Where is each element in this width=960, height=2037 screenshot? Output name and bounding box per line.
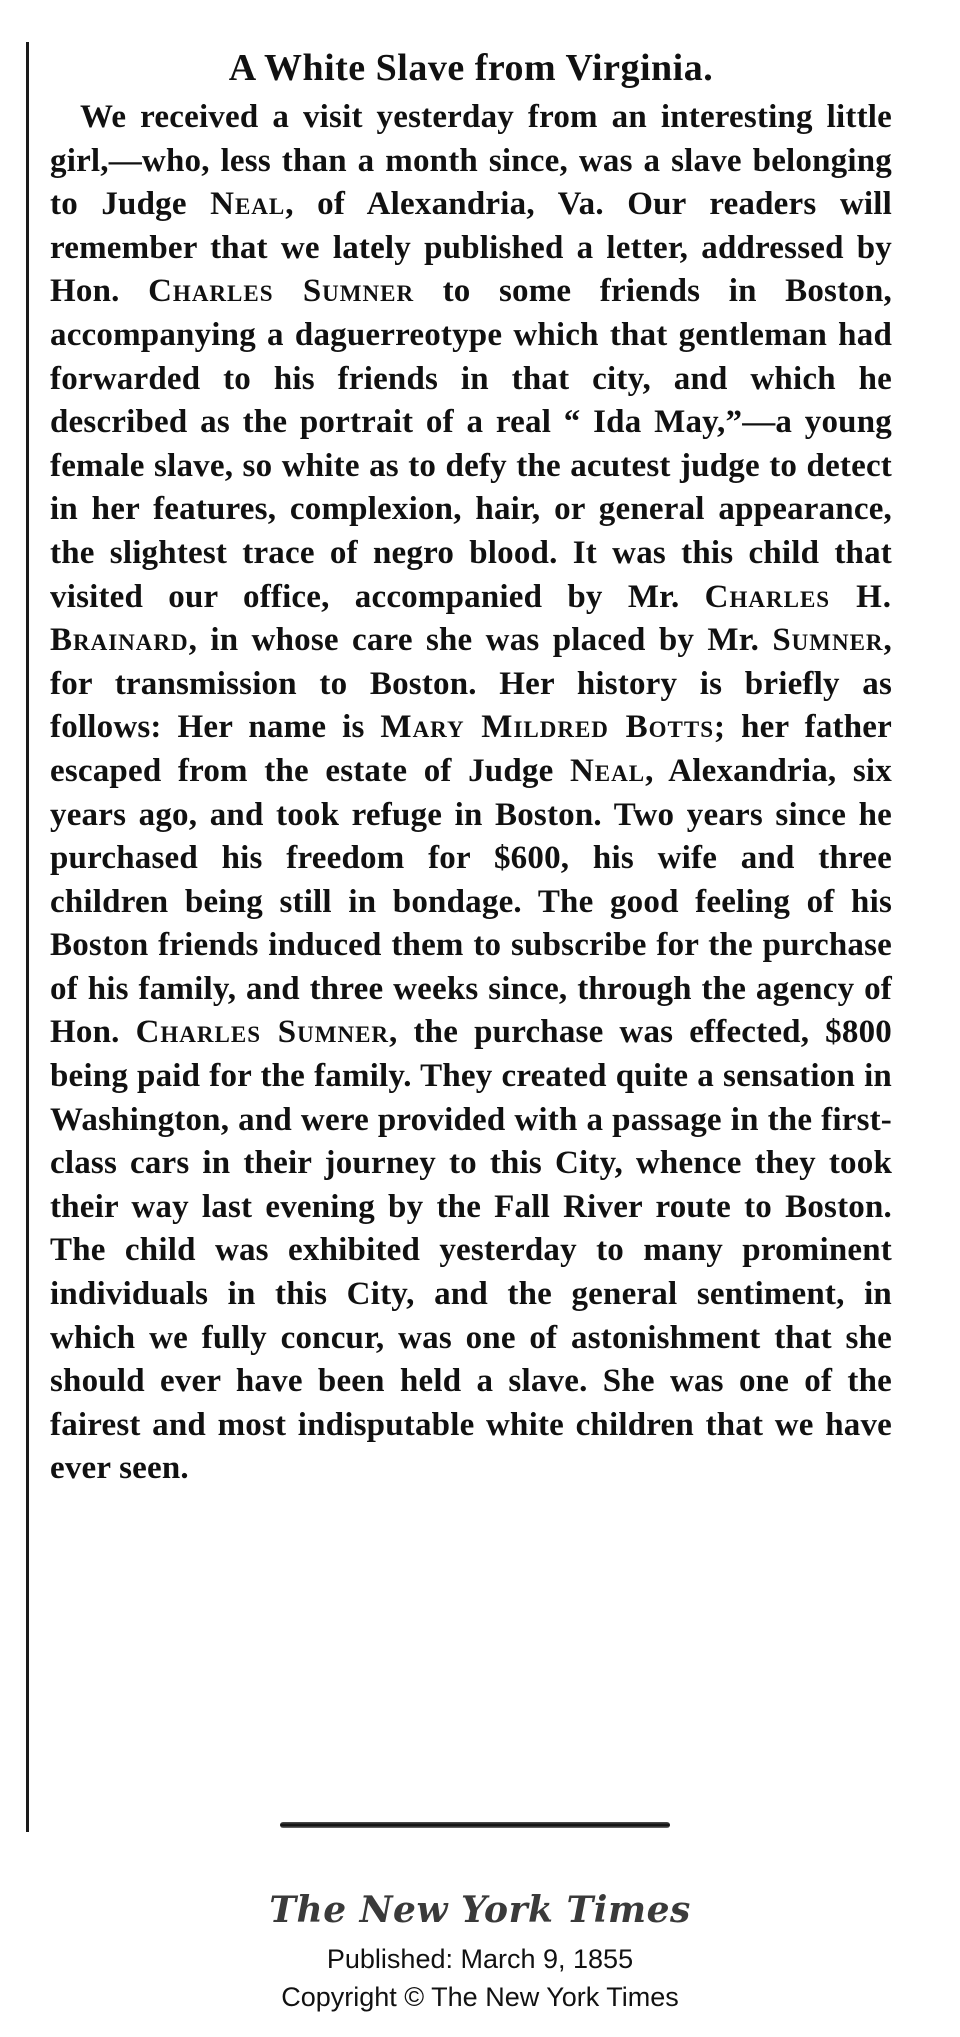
- publication-date: Published: March 9, 1855: [326, 1944, 634, 1974]
- body-text-segment: , of Alexandria, Va. Our readers will remember that we lately published a letter, addressed by Hon.: [50, 186, 892, 310]
- person-name: Neal: [210, 186, 286, 223]
- body-text-segment: , Alexandria, six years ago, and took refuge in Boston. Two years since he purchased his freedom for $600, his wife and three children being still in bondage. The good feeling of his Boston friends induced them to subscribe for the purchase of his family, and three weeks since, through the agency of Hon.: [50, 752, 892, 1051]
- article-headline: A White Slave from Virginia.: [228, 47, 714, 89]
- footer: [0, 1888, 960, 2016]
- person-name: Charles Sumner: [135, 1014, 390, 1051]
- article-end-rule: [280, 1822, 670, 1828]
- person-name: Neal: [569, 752, 646, 789]
- body-text-segment: to some friends in Boston, accompanying a daguerreotype which that gentleman had forwarded to his friends in that city, and which he described as the portrait of a real “ Ida May,”—a young female slave, so white as to defy the acutest judge to detect in her features, complexion, hair, or general appearance, the slightest trace of negro blood. It was this child that visited our office, accompanied by Mr.: [50, 273, 892, 615]
- body-text-segment: , for transmission to Boston. Her history is briefly as follows: Her name is: [50, 622, 892, 746]
- article-body: [50, 96, 892, 1491]
- person-name: Charles H. Brainard: [50, 578, 892, 659]
- column-rule: [26, 42, 29, 1832]
- body-text-segment: ; her father escaped from the estate of Judge: [50, 709, 892, 789]
- person-name: Sumner: [772, 622, 884, 659]
- body-text-segment: , in whose care she was placed by Mr.: [188, 622, 773, 659]
- article: [50, 44, 892, 1491]
- person-name: Mary Mildred Botts: [380, 709, 714, 746]
- newspaper-masthead-logo: The New York Times: [269, 1889, 691, 1931]
- body-text-segment: We received a visit yesterday from an interesting little girl,—who, less than a month since, was a slave belonging to Judge: [50, 99, 892, 223]
- copyright-notice: Copyright © The New York Times: [281, 1982, 679, 2012]
- person-name: Charles Sumner: [148, 273, 415, 310]
- body-text-segment: , the purchase was effected, $800 being paid for the family. They created quite a sensation in Washington, and were provided with a passage in the first-class cars in their journey to this City, whence they took their way last evening by the Fall River route to Boston. The child was exhibited yesterday to many prominent individuals in this City, and the general sentiment, in which we fully concur, was one of astonishment that she should ever have been held a slave. She was one of the fairest and most indisputable white children that we have ever seen.: [50, 1014, 892, 1487]
